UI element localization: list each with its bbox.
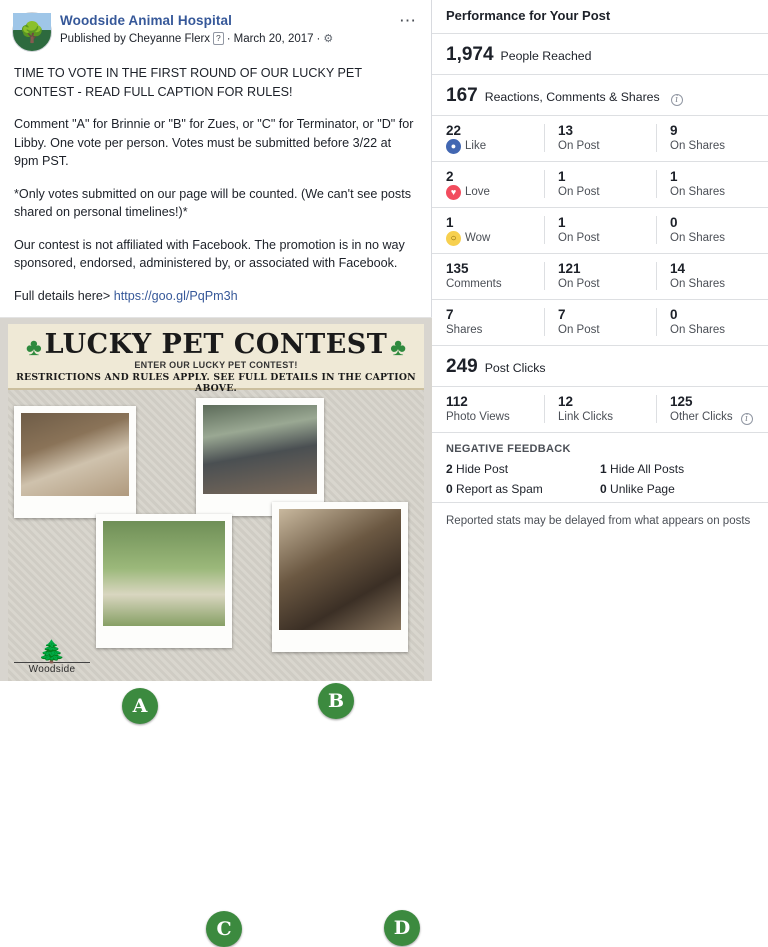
like-on-shares-label: On Shares	[670, 140, 725, 152]
shares-on-post-label: On Post	[558, 324, 600, 336]
wow-icon: ○	[446, 231, 461, 246]
negative-feedback-row-2	[432, 479, 768, 502]
comments-value: 135	[446, 261, 469, 276]
link-clicks-label: Link Clicks	[558, 411, 613, 423]
reach-label: People Reached	[500, 49, 592, 63]
love-on-shares-value: 1	[670, 169, 678, 184]
banner-subtitle-1: ENTER OUR LUCKY PET CONTEST!	[134, 360, 298, 370]
reactions-summary-value: 167	[446, 85, 478, 106]
wow-on-post	[544, 214, 656, 246]
clicks-breakdown-row	[432, 387, 768, 432]
published-by-text: Published by	[60, 33, 126, 45]
post-date: March 20, 2017	[233, 33, 314, 45]
meta-separator: ·	[226, 33, 231, 45]
love-value: 2	[446, 169, 454, 184]
clover-icon-left: ♣	[26, 334, 42, 361]
comments-on-post-label: On Post	[558, 278, 600, 290]
pet-image-b	[203, 405, 317, 494]
post-clicks-value: 249	[446, 356, 478, 377]
pet-badge-a: A	[122, 688, 158, 724]
like-on-post	[544, 122, 656, 154]
watermark-label: Woodside	[14, 662, 90, 675]
hide-post-label: Hide Post	[456, 462, 509, 476]
more-options-icon[interactable]: ⋯	[399, 11, 417, 30]
like-on-post-label: On Post	[558, 140, 600, 152]
post-author[interactable]: Cheyanne Flerx	[128, 33, 211, 45]
like-value: 22	[446, 123, 462, 138]
footer-note: Reported stats may be delayed from what appears on posts	[446, 515, 751, 527]
pet-image-c	[103, 521, 225, 626]
post-meta	[60, 32, 393, 47]
post-message	[0, 56, 431, 317]
page-name-link[interactable]: Woodside Animal Hospital	[60, 13, 232, 28]
pet-badge-d: D	[384, 910, 420, 946]
banner-title: LUCKY PET CONTEST	[44, 329, 388, 360]
link-clicks-value: 12	[558, 394, 574, 409]
shares-on-shares	[656, 306, 768, 338]
love-on-post-label: On Post	[558, 186, 600, 198]
like-on-post-value: 13	[558, 123, 574, 138]
comments-on-post	[544, 260, 656, 292]
reach-value: 1,974	[446, 44, 494, 65]
clover-icon-right: ♣	[390, 334, 406, 361]
wow-on-shares	[656, 214, 768, 246]
post-paragraph-2: Comment "A" for Brinnie or "B" for Zues, or "C" for Terminator, or "D" for Libby. One vote per person. Votes must be submitted before 3/22 at 9pm PST.	[14, 117, 414, 168]
wow-on-post-label: On Post	[558, 232, 600, 244]
pet-photo-c	[96, 514, 232, 648]
post-header	[0, 0, 431, 56]
love-on-shares	[656, 168, 768, 200]
wow-on-shares-value: 0	[670, 215, 678, 230]
comments-on-shares	[656, 260, 768, 292]
wow-on-shares-label: On Shares	[670, 232, 725, 244]
post-paragraph-1: TIME TO VOTE IN THE FIRST ROUND OF OUR LUCKY PET CONTEST - READ FULL CAPTION FOR RULES!	[14, 66, 362, 99]
pet-image-d	[279, 509, 401, 630]
love-on-shares-label: On Shares	[670, 186, 725, 198]
post-paragraph-3: *Only votes submitted on our page will be counted. (We can't see posts shared on personal timelines!)*	[14, 186, 411, 219]
help-badge[interactable]: ?	[213, 32, 224, 45]
shares-label: Shares	[446, 324, 483, 336]
contest-banner	[8, 324, 424, 394]
wow-label: Wow	[465, 232, 491, 244]
photo-views	[432, 393, 544, 425]
reactions-summary-label: Reactions, Comments & Shares	[484, 90, 660, 104]
hide-all-posts-cell	[600, 462, 754, 476]
other-clicks-value: 125	[670, 394, 693, 409]
unlike-page-label: Unlike Page	[610, 482, 675, 496]
post-link-line	[14, 287, 417, 306]
love-total	[432, 168, 544, 200]
pet-badge-b: B	[318, 683, 354, 719]
pet-photo-a	[14, 406, 136, 518]
report-spam-cell	[446, 482, 600, 496]
photo-views-label: Photo Views	[446, 411, 510, 423]
other-clicks-label: Other Clicks	[670, 411, 733, 423]
like-on-shares	[656, 122, 768, 154]
link-clicks	[544, 393, 656, 425]
pet-image-a	[21, 413, 129, 496]
post-header-text	[60, 12, 393, 47]
tree-icon-watermark: 🌲	[38, 639, 66, 664]
comments-on-shares-label: On Shares	[670, 278, 725, 290]
info-icon-other-clicks[interactable]: i	[741, 413, 753, 425]
love-on-post	[544, 168, 656, 200]
hide-post-cell	[446, 462, 600, 476]
negative-feedback-title: NEGATIVE FEEDBACK	[446, 443, 571, 455]
watermark	[14, 639, 90, 675]
wow-total	[432, 214, 544, 246]
info-icon-reactions[interactable]: i	[671, 94, 683, 106]
link-prefix: Full details here>	[14, 288, 114, 303]
pet-photo-b	[196, 398, 324, 516]
shares-on-shares-label: On Shares	[670, 324, 725, 336]
wow-on-post-value: 1	[558, 215, 566, 230]
panel-title: Performance for Your Post	[446, 8, 611, 23]
post-clicks-row	[432, 346, 768, 386]
love-on-post-value: 1	[558, 169, 566, 184]
like-label: Like	[465, 140, 487, 152]
shares-on-post	[544, 306, 656, 338]
breakdown-row-comments	[432, 254, 768, 299]
post-link[interactable]: https://goo.gl/PqPm3h	[113, 288, 238, 303]
like-icon: ●	[446, 139, 461, 154]
banner-subtitle-2: RESTRICTIONS AND RULES APPLY. SEE FULL DETAILS IN THE CAPTION ABOVE.	[16, 372, 416, 394]
hide-all-posts-value: 1	[600, 462, 607, 476]
comments-label: Comments	[446, 278, 502, 290]
shares-value: 7	[446, 307, 454, 322]
breakdown-row-love	[432, 162, 768, 207]
hide-post-value: 2	[446, 462, 453, 476]
meta-separator-2: ·	[316, 33, 321, 45]
like-label-wrap	[446, 139, 544, 154]
like-on-shares-value: 9	[670, 123, 678, 138]
pet-badge-c: C	[206, 911, 242, 947]
other-clicks	[656, 393, 768, 425]
shares-on-shares-value: 0	[670, 307, 678, 322]
love-label-wrap	[446, 185, 544, 200]
report-spam-value: 0	[446, 482, 453, 496]
report-spam-label: Report as Spam	[456, 482, 543, 496]
post-clicks-label: Post Clicks	[484, 361, 546, 375]
wow-label-wrap	[446, 231, 544, 246]
shares-total	[432, 306, 544, 338]
other-clicks-label-wrap	[670, 410, 768, 425]
hide-all-posts-label: Hide All Posts	[610, 462, 685, 476]
reactions-summary-row	[432, 75, 768, 115]
page-avatar[interactable]	[12, 12, 52, 52]
unlike-page-cell	[600, 482, 754, 496]
tree-icon: 🌳	[19, 21, 45, 44]
comments-on-post-value: 121	[558, 261, 581, 276]
pet-photo-d	[272, 502, 408, 652]
love-icon: ♥	[446, 185, 461, 200]
negative-feedback-row-1	[432, 459, 768, 479]
unlike-page-value: 0	[600, 482, 607, 496]
love-label: Love	[465, 186, 490, 198]
post-paragraph-4: Our contest is not affiliated with Facebook. The promotion is in no way sponsored, endorsed, administered by, or associated with Facebook.	[14, 237, 405, 270]
comments-on-shares-value: 14	[670, 261, 686, 276]
breakdown-row-like	[432, 116, 768, 161]
comments-total	[432, 260, 544, 292]
breakdown-row-wow	[432, 208, 768, 253]
like-total	[432, 122, 544, 154]
breakdown-row-shares	[432, 300, 768, 345]
wow-value: 1	[446, 215, 454, 230]
photo-views-value: 112	[446, 394, 468, 409]
gear-icon[interactable]: ⚙	[323, 33, 334, 45]
post-photo[interactable]	[0, 317, 432, 940]
shares-on-post-value: 7	[558, 307, 566, 322]
insights-panel	[432, 0, 768, 656]
reach-row	[432, 34, 768, 74]
